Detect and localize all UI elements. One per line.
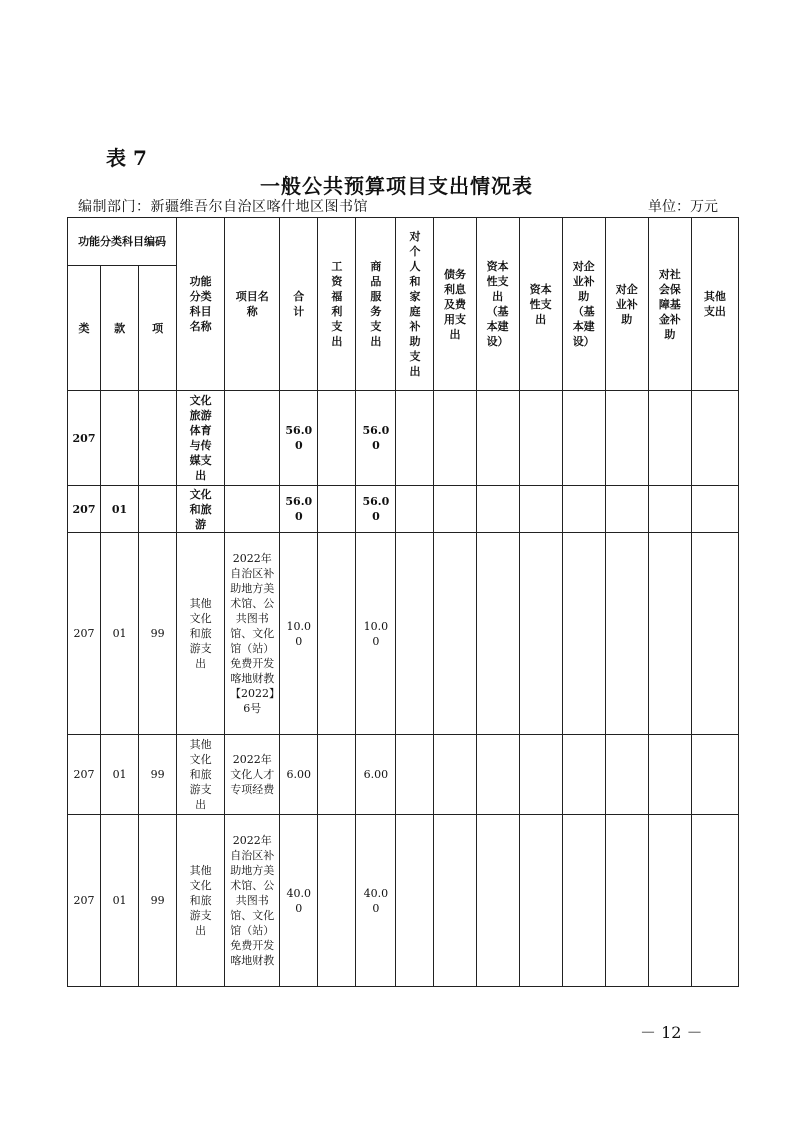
cell-goods: 40.00: [356, 815, 396, 987]
cell-individual: [396, 486, 434, 533]
header-enterprise: 对企业补助: [605, 218, 648, 391]
cell-wages: [318, 486, 356, 533]
cell-capital: [519, 735, 562, 815]
cell-wages: [318, 533, 356, 735]
table-number: 表 7: [106, 146, 147, 170]
cell-enterprise-basic: [562, 486, 605, 533]
header-enterprise-basic: 对企业补助（基本建设）: [562, 218, 605, 391]
cell-debt: [434, 533, 476, 735]
cell-project-name: [225, 486, 280, 533]
cell-goods: 10.00: [356, 533, 396, 735]
cell-social: [648, 486, 691, 533]
cell-individual: [396, 391, 434, 486]
cell-wages: [318, 735, 356, 815]
cell-func-name: 文化旅游体育与传媒支出: [177, 391, 225, 486]
cell-total: 56.00: [280, 391, 318, 486]
header-func-name: 功能分类科目名称: [177, 218, 225, 391]
cell-enterprise-basic: [562, 735, 605, 815]
header-lei: 类: [68, 266, 101, 391]
header-other: 其他支出: [691, 218, 738, 391]
cell-kuan: 01: [101, 486, 139, 533]
cell-other: [691, 815, 738, 987]
cell-capital-basic: [476, 815, 519, 987]
header-capital: 资本性支出: [519, 218, 562, 391]
table-row: [68, 735, 739, 815]
cell-xiang: 99: [139, 735, 177, 815]
cell-capital-basic: [476, 533, 519, 735]
table-row: [68, 533, 739, 735]
cell-lei: 207: [68, 391, 101, 486]
header-social: 对社会保障基金补助: [648, 218, 691, 391]
cell-other: [691, 735, 738, 815]
cell-enterprise: [605, 486, 648, 533]
cell-debt: [434, 735, 476, 815]
cell-other: [691, 391, 738, 486]
meta-row: [78, 196, 718, 216]
cell-kuan: 01: [101, 533, 139, 735]
header-individual: 对个人和家庭补助支出: [396, 218, 434, 391]
cell-func-name: 文化和旅游: [177, 486, 225, 533]
cell-func-name: 其他文化和旅游支出: [177, 735, 225, 815]
header-func-code: 功能分类科目编码: [68, 218, 177, 266]
cell-total: 56.00: [280, 486, 318, 533]
cell-enterprise: [605, 391, 648, 486]
cell-individual: [396, 533, 434, 735]
table-row: [68, 815, 739, 987]
cell-total: 6.00: [280, 735, 318, 815]
cell-xiang: [139, 391, 177, 486]
cell-debt: [434, 815, 476, 987]
cell-capital-basic: [476, 391, 519, 486]
cell-lei: 207: [68, 486, 101, 533]
header-row-1: [68, 218, 739, 266]
cell-project-name: 2022年自治区补助地方美术馆、公共图书馆、文化馆（站）免费开发喀地财教: [225, 815, 280, 987]
cell-total: 40.00: [280, 815, 318, 987]
cell-wages: [318, 391, 356, 486]
cell-xiang: [139, 486, 177, 533]
cell-enterprise-basic: [562, 815, 605, 987]
page-title: 一般公共预算项目支出情况表: [260, 174, 533, 198]
cell-kuan: 01: [101, 815, 139, 987]
cell-capital: [519, 533, 562, 735]
cell-xiang: 99: [139, 815, 177, 987]
header-total: 合计: [280, 218, 318, 391]
cell-lei: 207: [68, 735, 101, 815]
cell-project-name: 2022年文化人才专项经费: [225, 735, 280, 815]
cell-capital: [519, 486, 562, 533]
cell-kuan: 01: [101, 735, 139, 815]
cell-debt: [434, 486, 476, 533]
cell-social: [648, 735, 691, 815]
cell-social: [648, 391, 691, 486]
cell-individual: [396, 815, 434, 987]
cell-other: [691, 533, 738, 735]
department-label: 编制部门：新疆维吾尔自治区喀什地区图书馆: [78, 199, 368, 215]
cell-capital-basic: [476, 486, 519, 533]
cell-enterprise: [605, 533, 648, 735]
cell-capital-basic: [476, 735, 519, 815]
cell-lei: 207: [68, 815, 101, 987]
cell-kuan: [101, 391, 139, 486]
cell-debt: [434, 391, 476, 486]
header-kuan: 款: [101, 266, 139, 391]
header-debt: 债务利息及费用支出: [434, 218, 476, 391]
cell-capital: [519, 815, 562, 987]
unit-label: 单位：万元: [648, 199, 718, 215]
cell-project-name: [225, 391, 280, 486]
table-row: [68, 391, 739, 486]
cell-lei: 207: [68, 533, 101, 735]
header-capital-basic: 资本性支出（基本建设）: [476, 218, 519, 391]
cell-func-name: 其他文化和旅游支出: [177, 533, 225, 735]
page-number: － 12 －: [640, 1023, 703, 1042]
cell-capital: [519, 391, 562, 486]
cell-wages: [318, 815, 356, 987]
cell-individual: [396, 735, 434, 815]
cell-social: [648, 533, 691, 735]
cell-social: [648, 815, 691, 987]
cell-goods: 56.00: [356, 391, 396, 486]
cell-enterprise-basic: [562, 391, 605, 486]
header-project-name: 项目名称: [225, 218, 280, 391]
cell-enterprise: [605, 815, 648, 987]
header-xiang: 项: [139, 266, 177, 391]
cell-total: 10.00: [280, 533, 318, 735]
cell-goods: 56.00: [356, 486, 396, 533]
cell-func-name: 其他文化和旅游支出: [177, 815, 225, 987]
cell-other: [691, 486, 738, 533]
header-goods: 商品服务支出: [356, 218, 396, 391]
budget-table: [67, 217, 739, 987]
table-row: [68, 486, 739, 533]
header-wages: 工资福利支出: [318, 218, 356, 391]
cell-goods: 6.00: [356, 735, 396, 815]
cell-enterprise: [605, 735, 648, 815]
cell-enterprise-basic: [562, 533, 605, 735]
cell-project-name: 2022年自治区补助地方美术馆、公共图书馆、文化馆（站）免费开发喀地财教【2022】6号: [225, 533, 280, 735]
cell-xiang: 99: [139, 533, 177, 735]
